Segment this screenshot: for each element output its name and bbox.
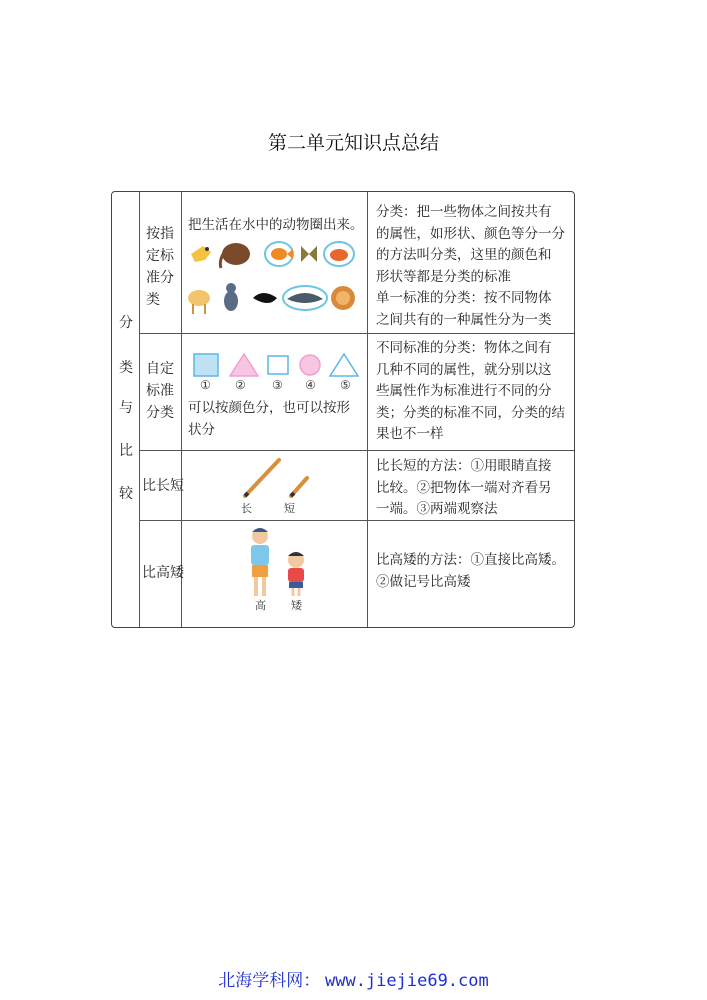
shark-icon — [287, 293, 323, 303]
row4-label: 比高矮 — [142, 565, 184, 581]
row3-desc: 比长短的方法：①用眼睛直接 比较。②把物体一端对齐看另 一端。③两端观察法 — [376, 458, 552, 517]
shape-number: ① — [200, 378, 211, 392]
caption-short: 短 — [284, 502, 295, 515]
blue-square-outline-shape — [268, 356, 288, 374]
footer-url[interactable]: www.jiejie69.com — [324, 971, 489, 991]
caption-short: 矮 — [291, 599, 302, 612]
shape-number: ④ — [305, 378, 316, 392]
deer-icon — [188, 290, 210, 314]
short-boy-icon — [288, 552, 304, 596]
category-char: 类 — [119, 360, 133, 376]
animals-illustration — [181, 236, 367, 326]
lion-icon — [331, 286, 355, 310]
row2-label: 自定 标准 分类 — [146, 361, 174, 421]
shape-number: ⑤ — [340, 378, 351, 392]
row1-desc: 分类：把一些物体之间按共有 的属性，如形状、颜色等分一分 的方法叫分类，这里的颜色和 形状等都是分类的标准 单一标准的分类：按不同物体 之间共有的一种属性分为一类 — [376, 204, 565, 328]
page-title: 第二单元知识点总结 — [267, 132, 439, 154]
crow-icon — [253, 293, 277, 303]
table-divider — [139, 333, 574, 334]
row3-label: 比长短 — [142, 478, 184, 494]
table-divider — [139, 450, 574, 451]
category-char: 比 — [119, 443, 133, 459]
shape-number: ③ — [272, 378, 283, 392]
category-char: 分 — [119, 315, 133, 331]
row2-desc: 不同标准的分类：物体之间有 几种不同的属性，就分别以这 些属性作为标准进行不同的分 类；分类的标准不同，分类的结 果也不一样 — [376, 340, 565, 442]
bird-icon — [191, 246, 211, 262]
long-pencil-icon — [245, 460, 279, 496]
caption-tall: 高 — [255, 599, 266, 612]
table-divider — [367, 192, 368, 627]
footer-site: 北海学科网： — [218, 971, 321, 990]
pink-triangle-shape — [230, 354, 258, 376]
caption-long: 长 — [241, 502, 252, 515]
pink-circle-shape — [300, 355, 320, 375]
fish-icon — [271, 248, 293, 260]
short-pencil-icon — [291, 478, 307, 496]
category-char: 与 — [119, 400, 133, 416]
knowledge-table — [111, 191, 575, 628]
blue-triangle-shape — [330, 354, 358, 376]
cat-icon — [224, 283, 238, 311]
row2-note: 可以按颜色分，也可以按形 状分 — [188, 400, 350, 438]
row1-label: 按指 定标 准分 类 — [146, 226, 174, 308]
footer — [0, 966, 707, 991]
elephant-icon — [220, 243, 250, 268]
blue-square-shape — [194, 354, 218, 376]
table-divider — [139, 192, 140, 627]
category-char: 较 — [119, 486, 133, 502]
row4-desc: 比高矮的方法：①直接比高矮。 ②做记号比高矮 — [376, 552, 565, 590]
butterfly-icon — [301, 246, 317, 262]
crab-icon — [330, 249, 348, 261]
children-illustration — [242, 526, 322, 602]
tall-boy-icon — [251, 528, 269, 596]
row1-task: 把生活在水中的动物圈出来。 — [188, 217, 364, 233]
shape-number: ② — [235, 378, 246, 392]
